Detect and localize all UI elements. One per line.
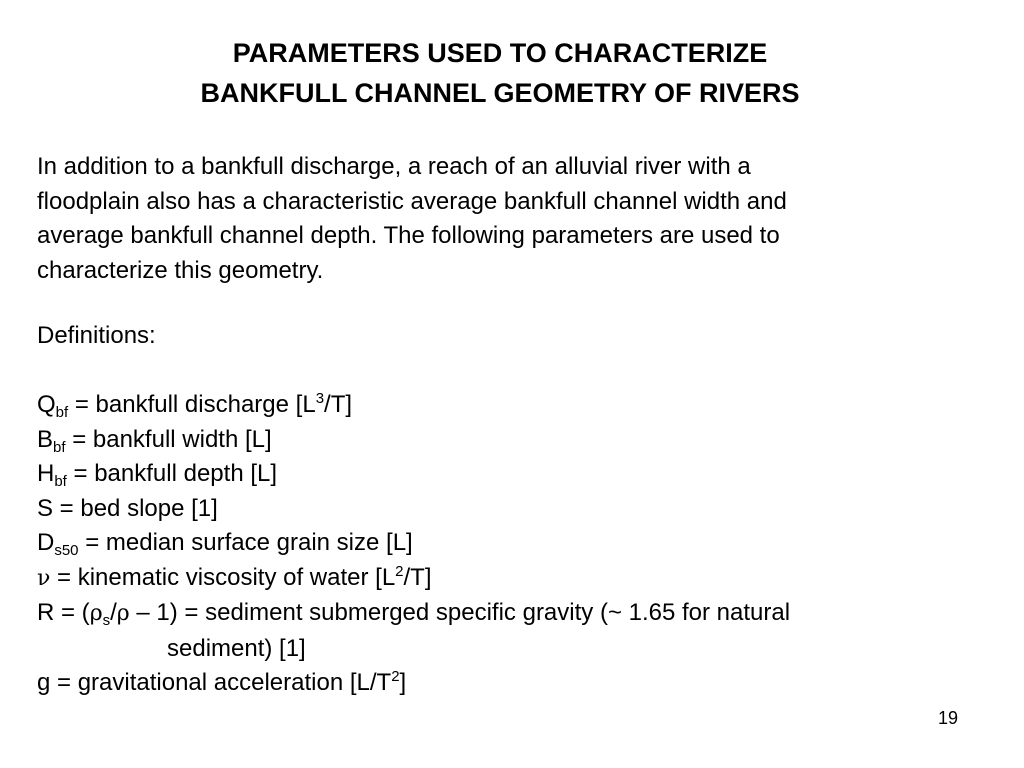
definitions-heading: Definitions:: [37, 322, 156, 349]
symbol-h: H: [37, 460, 55, 487]
definition-text: = bankfull depth [L]: [66, 460, 278, 487]
subscript-s50: s50: [54, 542, 79, 559]
symbol-nu: ν: [37, 565, 51, 591]
definition-discharge: [37, 388, 997, 423]
definition-text: = kinematic viscosity of water [L: [50, 563, 396, 591]
definition-grain-size: [37, 526, 997, 561]
intro-line-3: average bankfull channel depth. The following parameters are used to: [37, 222, 780, 249]
title-line-2: BANKFULL CHANNEL GEOMETRY OF RIVERS: [200, 78, 800, 108]
symbol-rho: ρ: [89, 601, 103, 626]
subscript-bf: bf: [55, 404, 69, 421]
definition-specific-gravity: [37, 596, 997, 632]
definition-text: = median surface grain size [L]: [78, 529, 413, 556]
definition-text: /T]: [324, 391, 353, 418]
definition-viscosity: [37, 561, 997, 597]
definition-text: R = (: [37, 599, 90, 626]
slash: /: [110, 599, 117, 626]
superscript: 2: [391, 668, 400, 685]
definition-text: ]: [399, 669, 407, 696]
definition-gravity: [37, 666, 997, 701]
subscript-bf: bf: [53, 438, 66, 456]
intro-paragraph: [37, 150, 997, 288]
title-line-1: PARAMETERS USED TO CHARACTERIZE: [232, 38, 768, 68]
symbol-rho: ρ: [116, 601, 130, 626]
definition-text: /T]: [403, 563, 432, 591]
definition-width: [37, 423, 997, 458]
subscript-s: s: [102, 612, 111, 629]
definition-text: = bankfull discharge [L: [68, 391, 316, 418]
intro-line-2: floodplain also has a characteristic average bankfull channel width and: [37, 187, 787, 215]
intro-line-4: characterize this geometry.: [37, 256, 324, 284]
symbol-q: Q: [37, 391, 56, 418]
page-number: 19: [938, 708, 959, 728]
superscript: 3: [315, 390, 325, 407]
superscript: 2: [395, 562, 404, 580]
intro-line-1: In addition to a bankfull discharge, a reach of an alluvial river with a: [37, 153, 751, 180]
symbol-b: B: [37, 425, 54, 453]
symbol-d: D: [37, 529, 55, 556]
definition-slope: S = bed slope [1]: [37, 494, 218, 522]
slide-title: [0, 33, 1000, 113]
definitions-list: [37, 388, 997, 701]
definition-depth: [37, 457, 997, 492]
definition-text: g = gravitational acceleration [L/T: [37, 669, 392, 696]
definition-text: – 1) = sediment submerged specific gravity (~ 1.65 for natural: [129, 599, 791, 626]
definition-text: = bankfull width [L]: [65, 425, 272, 453]
definition-specific-gravity-continuation: sediment) [1]: [167, 634, 306, 662]
subscript-bf: bf: [54, 473, 67, 490]
